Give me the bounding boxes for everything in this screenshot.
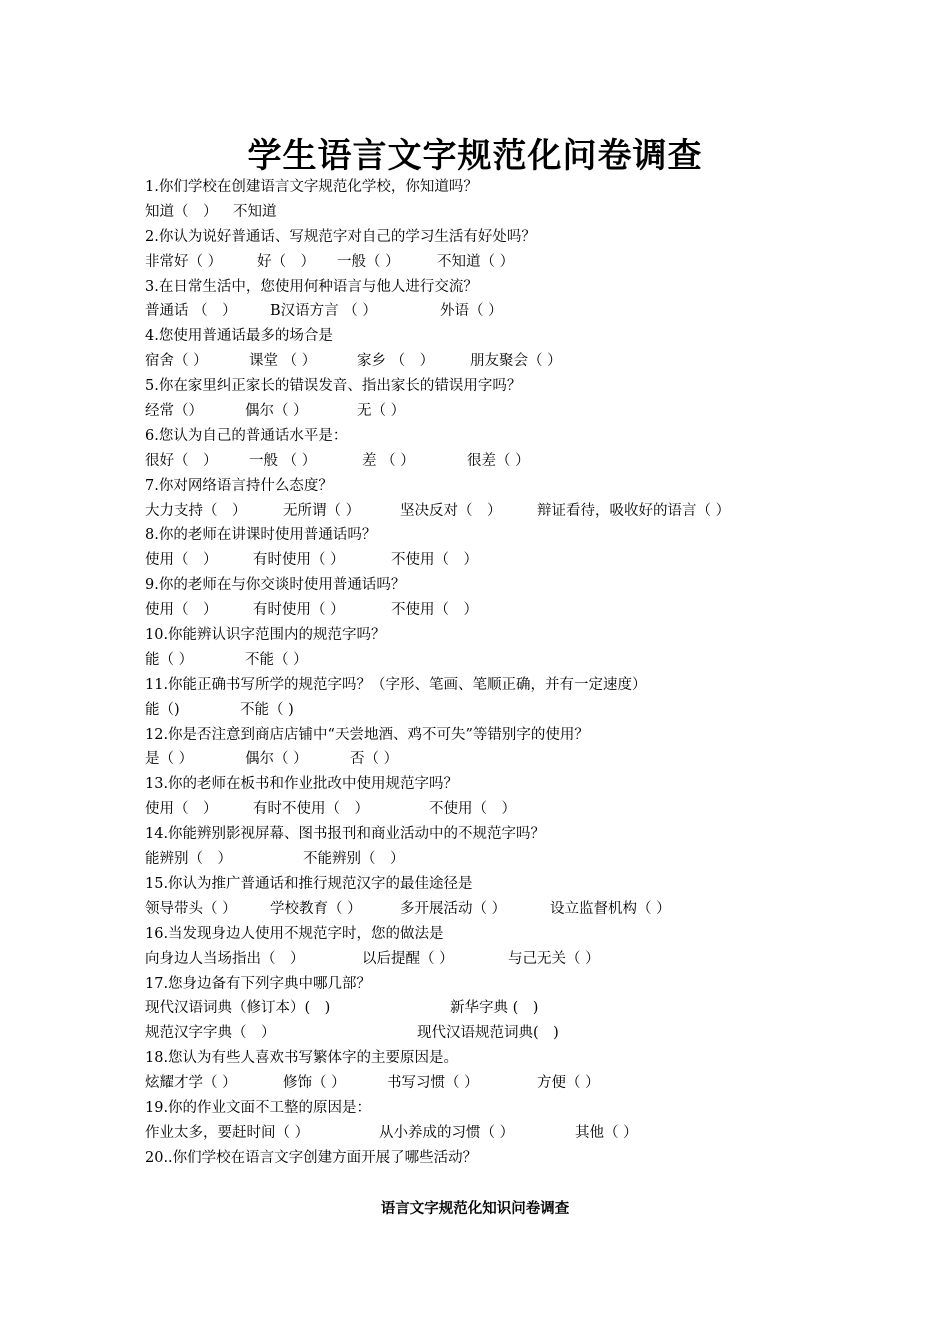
question-text: 13.你的老师在板书和作业批改中使用规范字吗？ [145,776,459,793]
question-options [145,947,825,972]
option-label: 不使用（ ） [429,801,516,818]
option-label: 不使用（ ） [391,602,478,619]
option-label: 大力支持（ ） [145,502,247,519]
option-label: 向身边人当场指出（ ） [145,950,305,967]
question-text: 11.你能正确书写所学的规范字吗？（字形、笔画、笔顺正确，并有一定速度） [145,676,647,693]
option-label: 偶尔（ ） [245,403,308,420]
question-text: 16.当发现身边人使用不规范字时，您的做法是 [145,925,444,942]
option-label: 有时使用（ ） [253,552,345,569]
question-options [145,250,825,275]
option-label: 现代汉语词典（修订本）( ) [145,1000,331,1017]
section-subtitle: 语言文字规范化知识问卷调查 [380,1200,570,1217]
question-options [145,1021,825,1046]
question-text: 1.你们学校在创建语言文字规范化学校，你知道吗？ [145,179,478,195]
question-options [145,299,825,324]
option-label: 能（) [145,701,180,718]
option-label: 不能辨别（ ） [303,851,405,868]
option-label: 其他（ ） [575,1124,638,1141]
question-options [145,797,825,822]
question-options [145,499,825,524]
question-text: 14.你能辨别影视屏幕、图书报刊和商业活动中的不规范字吗？ [145,826,546,843]
option-label: B汉语方言 （ ） [270,303,377,320]
option-label: 很好（ ） [145,452,218,469]
option-label: 能（ ） [145,651,194,668]
option-label: 经常（） [145,403,203,420]
question-list [145,175,825,1171]
option-label: 书写习惯（ ） [387,1075,479,1092]
question-options [145,598,825,623]
option-label: 规范汉字字典（ ） [145,1025,276,1042]
question-options [145,449,825,474]
option-label: 作业太多，要赶时间（ ） [145,1124,310,1141]
question-text: 6.您认为自己的普通话水平是： [145,427,348,444]
question-options [145,747,825,772]
question-options [145,200,825,225]
question-text: 5.你在家里纠正家长的错误发音、指出家长的错误用字吗？ [145,378,522,395]
option-label: 新华字典 ( ) [450,1000,539,1017]
option-label: 与己无关（ ） [508,950,600,967]
question-text: 4.您使用普通话最多的场合是 [145,328,333,345]
option-label: 宿舍（ ） [145,353,208,370]
option-label: 知道（ ） [145,203,218,220]
question-text: 20..你们学校在语言文字创建方面开展了哪些活动？ [145,1149,478,1166]
option-label: 不能（ ） [245,651,308,668]
question-options [145,847,825,872]
option-label: 是（ ） [145,751,194,768]
question-text: 2.你认为说好普通话、写规范字对自己的学习生活有好处吗？ [145,228,536,245]
document-title: 学生语言文字规范化问卷调查 [247,136,703,176]
question-options [145,648,825,673]
question-options [145,548,825,573]
option-label: 坚决反对（ ） [400,502,502,519]
option-label: 多开展活动（ ） [400,900,507,917]
question-text: 12.你是否注意到商店店铺中“天尝地酒、鸡不可失”等错别字的使用？ [145,726,589,743]
option-label: 有时使用（ ） [253,602,345,619]
option-label: 好（ ） [257,253,315,270]
question-text: 19.你的作业文面不工整的原因是： [145,1099,372,1116]
question-options [145,399,825,424]
option-label: 很差（ ） [467,452,530,469]
option-label: 使用（ ） [145,552,218,569]
option-label: 使用（ ） [145,801,218,818]
option-label: 普通话 （ ） [145,303,237,320]
option-label: 能辨别（ ） [145,851,232,868]
question-text: 18.您认为有些人喜欢书写繁体字的主要原因是。 [145,1050,459,1067]
option-label: 设立监督机构（ ） [550,900,671,917]
option-label: 从小养成的习惯（ ） [379,1124,515,1141]
question-options [145,698,825,723]
option-label: 无（ ） [357,403,406,420]
option-label: 家乡 （ ） [357,353,435,370]
option-label: 领导带头（ ） [145,900,237,917]
option-label: 方便（ ） [537,1075,600,1092]
option-label: 课堂 （ ） [249,353,317,370]
option-label: 炫耀才学（ ） [145,1075,237,1092]
option-label: 不知道 [233,203,277,220]
question-text: 8.你的老师在讲课时使用普通话吗？ [145,527,377,544]
option-label: 使用（ ） [145,602,218,619]
option-label: 朋友聚会（ ） [470,353,562,370]
option-label: 不知道（ ） [437,253,515,270]
question-options [145,1071,825,1096]
question-options [145,996,825,1021]
option-label: 一般（ ） [337,253,400,270]
question-text: 17.您身边备有下列字典中哪几部？ [145,975,372,992]
question-text: 7.你对网络语言持什么态度？ [145,477,333,494]
option-label: 外语（ ） [440,303,503,320]
option-label: 有时不使用（ ） [253,801,369,818]
option-label: 偶尔（ ） [245,751,308,768]
question-text: 9.你的老师在与你交谈时使用普通话吗？ [145,577,406,594]
option-label: 非常好（ ） [145,253,223,270]
question-options [145,349,825,374]
option-label: 一般 （ ） [249,452,317,469]
question-text: 15.你认为推广普通话和推行规范汉字的最佳途径是 [145,875,473,892]
option-label: 现代汉语规范词典( ) [417,1025,559,1042]
option-label: 学校教育（ ） [270,900,362,917]
question-options [145,897,825,922]
question-text: 10.你能辨认识字范围内的规范字吗？ [145,627,386,644]
option-label: 以后提醒（ ） [362,950,454,967]
question-text: 3.在日常生活中，您使用何种语言与他人进行交流？ [145,278,478,295]
option-label: 否（ ） [350,751,399,768]
option-label: 修饰（ ） [283,1075,346,1092]
option-label: 辩证看待，吸收好的语言（ ） [537,502,731,519]
option-label: 不能（ ) [240,701,294,718]
option-label: 差 （ ） [362,452,415,469]
option-label: 无所谓（ ） [283,502,361,519]
option-label: 不使用（ ） [391,552,478,569]
question-options [145,1121,825,1146]
